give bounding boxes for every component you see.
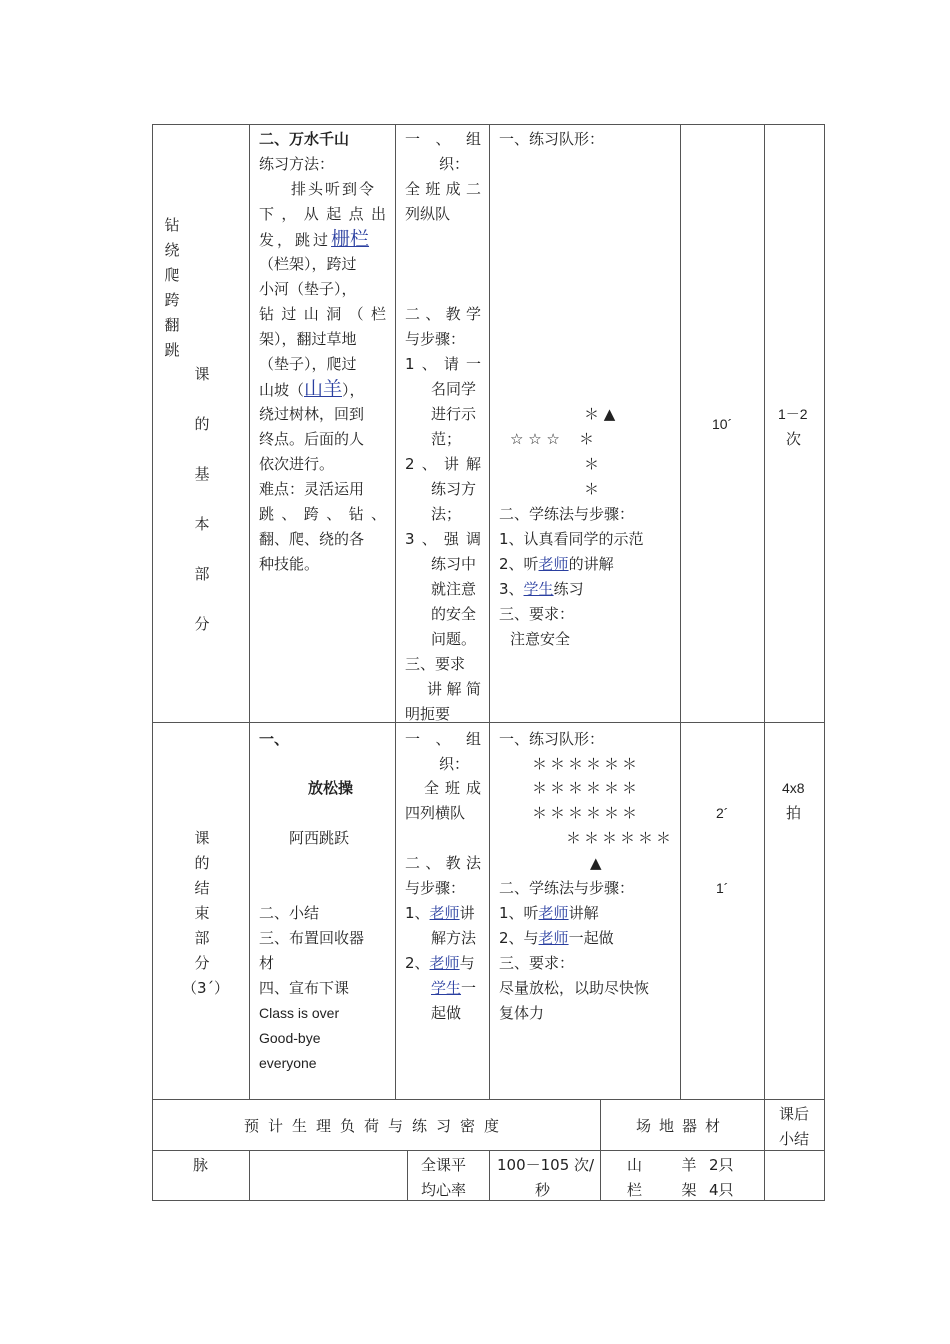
row2-count-unit: 拍 xyxy=(786,804,802,822)
equipment-item-name: 栏 架 xyxy=(627,1181,707,1199)
row2-step-text: 1、听 xyxy=(499,904,539,922)
row2-count: 4x8 xyxy=(782,780,805,796)
row1-content-text: ）， xyxy=(342,381,365,399)
row1-formation-line: ＊ xyxy=(584,480,600,498)
row2-org-line xyxy=(405,951,475,976)
teacher-link[interactable]: 老师 xyxy=(538,555,569,573)
row1-content-line: 绕过树林，回到 xyxy=(259,405,365,423)
row2-content-subtitle: 放松操 xyxy=(308,779,354,797)
row1-org-line: 二、教学 xyxy=(405,305,481,323)
col-divider-org xyxy=(395,124,396,1100)
row1-content-line: 依次进行。 xyxy=(259,455,335,473)
row2-formation-row: ＊＊＊＊＊＊ xyxy=(532,779,641,797)
col-divider-practice xyxy=(489,124,490,1100)
load-density-header: 预计生理负荷与练习密度 xyxy=(244,1117,509,1135)
fence-link[interactable]: 栅栏 xyxy=(331,228,370,250)
row1-content-line: （栏架），跨过 xyxy=(259,255,357,273)
row2-org-line: 织： xyxy=(439,755,470,773)
row1-org-line: 名同学 xyxy=(431,380,477,398)
row2-requirement: 尽量放松，以助尽快恢 xyxy=(499,979,650,997)
equipment-header: 场地器材 xyxy=(636,1117,729,1135)
row2-time: 2´ xyxy=(716,805,729,821)
row1-formation-line: ＊ ▲ xyxy=(584,405,616,423)
row2-org-line: 解方法 xyxy=(431,929,477,947)
row2-formation-label: 一、练习队形： xyxy=(499,730,605,748)
row2-step-text: 2、与 xyxy=(499,929,539,947)
row2-org-text: 与 xyxy=(459,954,475,972)
row2-steps-label: 二、学练法与步骤： xyxy=(499,879,635,897)
row1-content-line: 难点：灵活运用 xyxy=(259,480,365,498)
row1-time: 10´ xyxy=(712,416,733,432)
row1-org-line: 进行示 xyxy=(431,405,477,423)
row1-org-line: 法； xyxy=(431,505,462,523)
row1-requirements-label: 三、要求： xyxy=(499,605,575,623)
row2-org-line: 全班成 xyxy=(424,779,481,797)
row1-step-text: 的讲解 xyxy=(568,555,614,573)
row1-org-line: 3、强调 xyxy=(405,530,481,548)
summary-header: 小结 xyxy=(779,1130,810,1148)
row1-step-text: 3、 xyxy=(499,580,524,598)
row1-step: 1、认真看同学的示范 xyxy=(499,530,644,548)
row1-org-line: 列纵队 xyxy=(405,205,451,223)
row1-steps-label: 二、学练法与步骤： xyxy=(499,505,635,523)
row1-step xyxy=(499,577,584,602)
col-divider-content xyxy=(249,124,250,1100)
row2-org-line xyxy=(405,901,475,926)
row1-content-line: 种技能。 xyxy=(259,555,320,573)
row2-formation-row: ＊＊＊＊＊＊ xyxy=(532,804,641,822)
row2-step xyxy=(499,926,614,951)
row1-count-unit: 次 xyxy=(786,430,802,448)
teacher-link[interactable]: 老师 xyxy=(429,954,460,972)
row1-content-line: 终点。后面的人 xyxy=(259,430,365,448)
row2-part-label: 课 的 结 束 部 分 （3´） xyxy=(182,829,230,997)
row2-formation-row: ＊＊＊＊＊＊ xyxy=(566,829,675,847)
row1-org-line: 一、组 xyxy=(405,130,481,148)
equipment-item-qty: 4只 xyxy=(709,1181,734,1199)
row2-content-line: 三、布置回收器 xyxy=(259,929,365,947)
equipment-item-name: 山 羊 xyxy=(627,1156,707,1174)
row1-org-line: 2、讲解 xyxy=(405,455,481,473)
row2-org-line xyxy=(431,976,476,1001)
pulse-label: 脉 xyxy=(193,1156,209,1174)
row1-step-text: 练习 xyxy=(553,580,584,598)
table-border-right xyxy=(824,124,825,1201)
teacher-link[interactable]: 老师 xyxy=(538,904,569,922)
row2-content-title: 一、 xyxy=(259,730,290,748)
row2-requirements-label: 三、要求： xyxy=(499,954,575,972)
row1-org-line: 全班成二 xyxy=(405,180,481,198)
row2-step xyxy=(499,901,599,926)
avg-heart-rate-label: 全课平 xyxy=(421,1156,467,1174)
goat-link[interactable]: 山羊 xyxy=(304,378,343,400)
row1-formation-label: 一、练习队形： xyxy=(499,130,605,148)
col-divider-time xyxy=(680,124,681,1100)
row1-org-line: 1、请一 xyxy=(405,355,481,373)
row1-org-line: 三、要求 xyxy=(405,655,466,673)
row1-org-line: 范； xyxy=(431,430,462,448)
row2-time: 1´ xyxy=(716,880,729,896)
row1-formation-line: ＊ xyxy=(584,455,600,473)
row1-content-text: 发，跳过 xyxy=(259,231,332,249)
row1-content-line: 钻过山洞（栏 xyxy=(259,305,386,323)
row1-count: 1－2 xyxy=(778,406,808,422)
row2-org-text: 讲 xyxy=(459,904,475,922)
row1-content-line: 跳、跨、钻、 xyxy=(259,505,386,523)
row4-divider-c xyxy=(489,1150,490,1201)
col-divider-equipment xyxy=(600,1099,601,1201)
row1-org-line: 练习中 xyxy=(431,555,477,573)
row2-content-english: Class is over xyxy=(259,1005,340,1021)
row2-org-text: 2、 xyxy=(405,954,430,972)
row1-org-line: 问题。 xyxy=(431,630,477,648)
row1-content-title: 二、万水千山 xyxy=(259,130,350,148)
row2-content-english: everyone xyxy=(259,1055,317,1071)
student-link[interactable]: 学生 xyxy=(523,580,554,598)
summary-header: 课后 xyxy=(779,1105,810,1123)
row2-content-line: 材 xyxy=(259,954,275,972)
row2-step-text: 一起做 xyxy=(568,929,614,947)
heart-rate-value: 秒 xyxy=(535,1181,551,1199)
row2-activity: 阿西跳跃 xyxy=(289,829,350,847)
row2-org-line: 起做 xyxy=(431,1004,462,1022)
teacher-link[interactable]: 老师 xyxy=(429,904,460,922)
row2-org-line: 一、组 xyxy=(405,730,481,748)
row1-section-label: 钻 绕 爬 跨 翻 跳 xyxy=(164,216,180,359)
row1-method-label: 练习方法： xyxy=(259,155,335,173)
row2-step-text: 讲解 xyxy=(568,904,599,922)
teacher-link[interactable]: 老师 xyxy=(538,929,569,947)
row1-step-text: 2、听 xyxy=(499,555,539,573)
row1-content-line: 下，从起点出 xyxy=(259,205,386,223)
row2-content-line: 二、小结 xyxy=(259,904,320,922)
row1-content-line: 翻、爬、绕的各 xyxy=(259,530,365,548)
equipment-item-qty: 2只 xyxy=(709,1156,734,1174)
row1-org-line: 织： xyxy=(439,155,470,173)
row1-org-line: 就注意 xyxy=(431,580,477,598)
row2-requirement: 复体力 xyxy=(499,1004,545,1022)
row2-content-english: Good-bye xyxy=(259,1030,321,1046)
row1-content-line: 排头听到令 xyxy=(291,180,377,198)
row2-org-line: 与步骤： xyxy=(405,879,466,897)
student-link[interactable]: 学生 xyxy=(431,979,462,997)
row1-content-line xyxy=(259,227,369,253)
row2-org-text: 1、 xyxy=(405,904,430,922)
row2-org-line: 四列横队 xyxy=(405,804,466,822)
table-border-left xyxy=(152,124,153,1201)
row4-divider-a xyxy=(249,1150,250,1201)
row1-part-label: 课 的 基 本 部 分 xyxy=(194,365,210,633)
row1-org-line: 明扼要 xyxy=(405,705,451,723)
row1-content-text: 山坡（ xyxy=(259,381,305,399)
row4-divider-b xyxy=(407,1150,408,1201)
row1-org-line: 讲解简 xyxy=(427,680,481,698)
row2-org-text: 一 xyxy=(461,979,477,997)
row1-content-line: （垫子），爬过 xyxy=(259,355,357,373)
row1-org-line: 与步骤： xyxy=(405,330,466,348)
avg-heart-rate-label: 均心率 xyxy=(421,1181,467,1199)
row2-content-line: 四、宣布下课 xyxy=(259,979,350,997)
row1-requirement: 注意安全 xyxy=(510,630,571,648)
row2-org-line: 二、教法 xyxy=(405,854,481,872)
heart-rate-value: 100－105 次/ xyxy=(497,1156,595,1174)
col-divider-count xyxy=(764,124,765,1201)
row1-content-line: 架），翻过草地 xyxy=(259,330,357,348)
row1-step xyxy=(499,552,614,577)
row1-org-line: 练习方 xyxy=(431,480,477,498)
row2-formation-marker: ▲ xyxy=(590,854,602,872)
row1-org-line: 的安全 xyxy=(431,605,477,623)
row1-formation-line: ☆ ☆ ☆ ＊ xyxy=(510,430,594,448)
row1-content-line: 小河（垫子）， xyxy=(259,280,357,298)
row1-content-line xyxy=(259,377,365,403)
row2-formation-row: ＊＊＊＊＊＊ xyxy=(532,755,641,773)
